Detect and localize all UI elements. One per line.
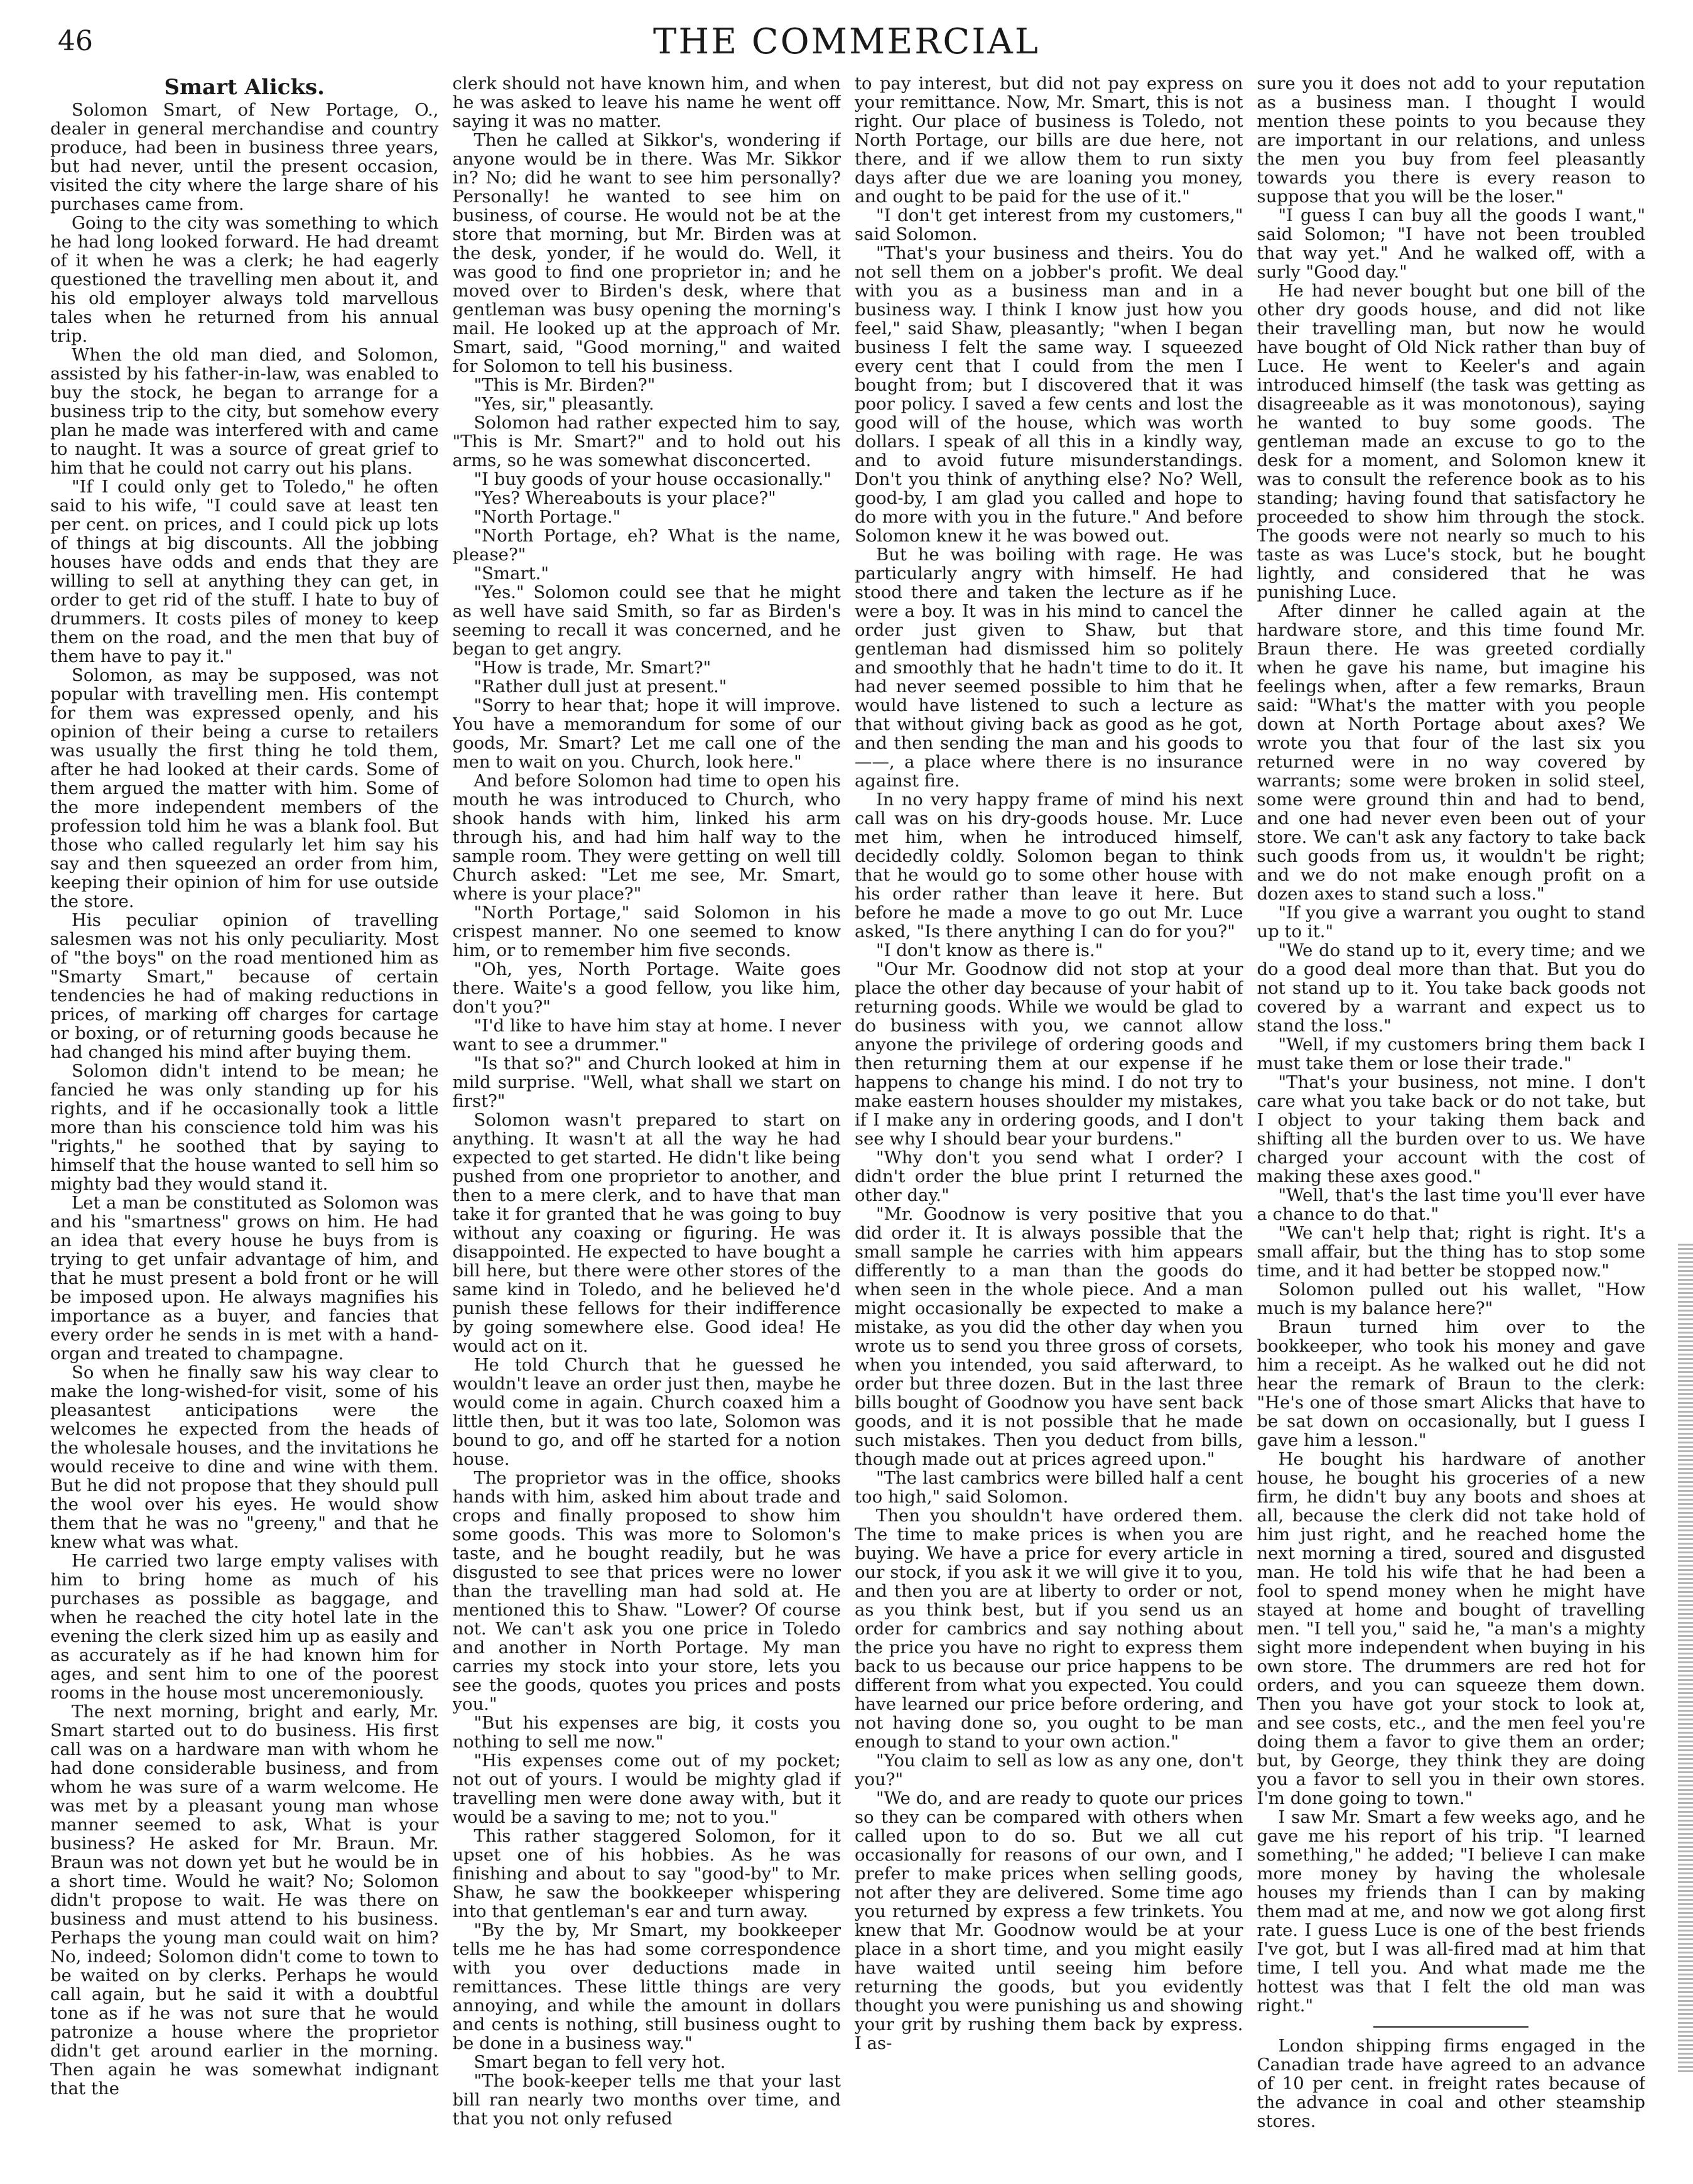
paragraph: "I don't know as there is." [876,940,1103,960]
paragraph: Let a man be constituted as Solomon was and his "smartness" grows on him. He had an idea that every house he buys from is trying to get unfair advantage of him, and that he must present a bold front or he will be imposed upon. He always magnifies his importance as a buyer, and fancies that every order he sends in is met with a hand-organ and treated to champagne. [50,1193,439,1364]
page-number: 46 [58,25,93,57]
paragraph: "We do stand up to it, every time; and we do a good deal more than that. But you do not stand up to it. You take back goods not covered by a warrant and expect us to stand the loss." [1257,940,1645,1036]
paragraph: "If I could only get to Toledo," he often said to his wife, "I could save at least ten per cent. on prices, and I could pick up lots of things at big discounts. All the jobbing houses have odds and ends that they are willing to sell at anything they can get, in order to get rid of the stuff. I hate to buy of drummers. It costs piles of money to keep them on the road, and the men that buy of them have to pay it." [50,477,439,666]
paragraph: clerk should not have known him, and when he was asked to leave his name he went off saying it was no matter. [452,74,841,131]
paragraph: The next morning, bright and early, Mr. Smart started out to do business. His first call was on a hardware man with whom he had done considerable business, and from whom he was sure of a warm welcome. He was met by a pleasant young man whose manner seemed to ask, What is your business? He asked for Mr. Braun. Mr. Braun was not down yet but he would be in a short time. Would he wait? No; Solomon didn't propose to wait. He was there on business and must attend to his business. Perhaps the young man could wait on him? No, indeed; Solomon didn't come to town to be waited on by clerks. Perhaps he would call again, but he said it with a doubtful tone as if he was not sure that he would patronize a house where the proprietor didn't get around earlier in the morning. Then again he was somewhat indignant that the [50,1702,439,2099]
paragraph: "Yes? Whereabouts is your place?" [473,488,776,508]
paragraph: He bought his hardware of another house, he bought his groceries of a new firm, he didn't buy any boots and shoes at all, because the clerk did not take hold of him just right, and he reached home the next morning a tired, soured and disgusted man. He told his wife that he had been a fool to spend money when he might have stayed at home and bought of travelling men. "I tell you," said he, "a man's a mighty sight more independent when buying in his own store. The drummers are red hot for orders, and you can squeeze them down. Then you have got your stock to look at, and see costs, etc., and the men feel you're doing them a favor to give them an order; but, by George, they think they are doing you a favor to sell you in their own stores. I'm done going to town." [1257,1449,1645,1808]
paragraph: "The book-keeper tells me that your last bill ran nearly two months over time, and that you not only refused [452,2071,841,2129]
column-1 [50,74,439,2166]
paragraph: Solomon pulled out his wallet, "How much is my balance here?" [1257,1279,1645,1318]
paragraph: "We do, and are ready to quote our prices so they can be compared with others when called upon to do so. But we all cut occasionally for reasons of our own, and I prefer to make prices when selling goods, not after they are delivered. Some time ago you returned by express a few trinkets. You knew that Mr. Goodnow would be at your place in a short time, and you might easily have waited until seeing him before returning the goods, but you evidently thought you were punishing us and showing your grit by rushing them back by express. I as- [855,1788,1243,2053]
paragraph: "Well, that's the last time you'll ever have a chance to do that." [1257,1185,1645,1224]
paragraph: Solomon Smart, of New Portage, O., dealer in general merchandise and country produce, had been in business three years, but had never, until the present occasion, visited the city where the large share of his purchases came from. [50,100,439,214]
paragraph: "Yes." Solomon could see that he might as well have said Smith, so far as Birden's seeming to recall it was concerned, and he began to get angry. [452,582,841,659]
paragraph: "I don't get interest from my customers," said Solomon. [855,205,1243,244]
paragraph: The proprietor was in the office, shooks hands with him, asked him about trade and crops and finally proposed to show him some goods. This was more to Solomon's taste, and he bought readily, but he was disgusted to see that prices were no lower than the travelling man had sold at. He mentioned this to Shaw. "Lower? Of course not. We can't ask you one price in Toledo and another in North Portage. My man carries my stock into your store, lets you see the goods, quotes you prices and posts you." [452,1468,841,1714]
paragraph: "That's your business and theirs. You do not sell them on a jobber's profit. We deal with you as a business man and in a business way. I think I know just how you feel," said Shaw, pleasantly; "when I began business I felt the same way. I squeezed every cent that I could from the men I bought from; but I discovered that it was poor policy. I saved a few cents and lost the good will of the house, which was worth dollars. I speak of all this in a kindly way, and to avoid future misunderstandings. Don't you think of anything else? No? Well, good-by, I am glad you called and hope to do more with you in the future." And before Solomon knew it he was bowed out. [855,243,1243,546]
paragraph: Then you shouldn't have ordered them. The time to make prices is when you are buying. We have a price for every article in our stock, if you ask it we will give it to you, and then you are at liberty to order or not, as you think best, but if you send us an order for cambrics and say nothing about the price you have no right to express them back to us because our price happens to be different from what you expected. You could have learned our price before ordering, and not having done so, you ought to be man enough to stand to your own action." [855,1506,1243,1752]
paragraph: Solomon didn't intend to be mean; he fancied he was only standing up for his rights, and if he occasionally took a little more than his conscience told him was his "rights," he soothed that by saying to himself that the house wanted to sell him so mighty bad they would stand it. [50,1061,439,1194]
paragraph: "If you give a warrant you ought to stand up to it." [1257,903,1645,942]
paragraph: Going to the city was something to which he had long looked forward. He had dreamt of it when he was a clerk; he had eagerly questioned the travelling men about it, and his old employer always told marvellous tales when he returned from his annual trip. [50,213,439,346]
paragraph: Solomon, as may be supposed, was not popular with travelling men. His contempt for them was expressed openly, and his opinion of their being a curse to retailers was usually the first thing he told them, after he had looked at their cards. Some of them argued the matter with him. Some of the more independent members of the profession told him he was a blank fool. But those who called regularly let him say his say and then squeezed an order from him, keeping their opinion of him for use outside the store. [50,665,439,911]
paragraph: "By the by, Mr Smart, my bookkeeper tells me he has had some correspondence with you over deductions made in remittances. These little things are very annoying, and while the amount in dollars and cents is nothing, still business ought to be done in a business way." [452,1920,841,2053]
column-2 [453,74,841,2166]
paragraph: "That's your business, not mine. I don't care what you take back or do not take, but I object to your taking them back and shifting all the burden over to us. We have charged your account with the cost of making these axes good." [1257,1072,1645,1187]
paragraph: "Why don't you send what I order? I didn't order the blue print I returned the other day." [855,1148,1243,1205]
paragraph: In no very happy frame of mind his next call was on his dry-goods house. Mr. Luce met him, when he introduced himself, decidedly coldly. Solomon began to think that he would go to some other house with his order rather than leave it here. But before he made a move to go out Mr. Luce asked, "Is there anything I can do for you?" [855,790,1243,942]
paragraph: "You claim to sell as low as any one, don't you?" [855,1751,1243,1790]
paragraph: "I guess I can buy all the goods I want," said Solomon; "I have not been troubled that way yet." And he walked off, with a surly "Good day." [1257,205,1645,282]
paragraph: He carried two large empty valises with him to bring home as much of his purchases as possible as baggage, and when he reached the city hotel late in the evening the clerk sized him up as easily and as accurately as if he had known him for ages, and sent him to one of the poorest rooms in the house most unceremoniously. [50,1551,439,1703]
paragraph: And before Solomon had time to open his mouth he was introduced to Church, who shook hands with him, linked his arm through his, and had him half way to the sample room. They were getting on well till Church asked: "Let me see, Mr. Smart, where is your place?" [452,771,841,904]
paragraph: "But his expenses are big, it costs you nothing to sell me now." [452,1713,841,1752]
paragraph: "North Portage." [473,507,621,527]
paragraph: London shipping firms engaged in the Canadian trade have agreed to an advance of 10 per cent. in freight rates because of the advance in coal and other steamship stores. [1257,2036,1645,2131]
journal-title: THE COMMERCIAL [653,21,1040,62]
article-columns [50,74,1645,2166]
paragraph: "We can't help that; right is right. It's a small affair, but the thing has to stop some time, and it had better be stopped now." [1257,1223,1645,1281]
paragraph: "I buy goods of your house occasionally." [473,469,831,489]
paragraph: "Rather dull just at present." [473,676,727,697]
article-title: Smart Alicks. [164,75,325,100]
paragraph: "Sorry to hear that; hope it will improve. You have a memorandum for some of our goods, Mr. Smart? Let me call one of the men to wait on you. Church, look here." [452,695,841,772]
paragraph: So when he finally saw his way clear to make the long-wished-for visit, some of his pleasantest anticipations were the welcomes he expected from the heads of the wholesale houses, and the invitations he would receive to dine and wine with them. But he did not propose that they should pull the wool over his eyes. He would show them that he was no "greeny," and that he knew what was what. [50,1362,439,1552]
paragraph: Then he called at Sikkor's, wondering if anyone would be in there. Was Mr. Sikkor in? No; did he want to see him personally? Personally! he wanted to see him on business, of course. He would not be at the store that morning, but Mr. Birden was at the desk, yonder, if he would do. Well, it was good to find one proprietor in; and he moved over to Birden's desk, where that gentleman was busy opening the morning's mail. He looked up at the approach of Mr. Smart, said, "Good morning," and waited for Solomon to tell his business. [452,130,841,376]
paragraph: "Well, if my customers bring them back I must take them or lose their trade." [1257,1035,1645,1073]
paragraph: Solomon wasn't prepared to start on anything. It wasn't at all the way he had expected to get started. He didn't like being pushed from one proprietor to another, and then to a mere clerk, and to have that man take it for granted that he was going to buy without any coaxing or figuring. He was disappointed. He expected to have bought a bill here, but there were other stores of the same kind in Toledo, and he believed he'd punish these fellows for their indifference by going somewhere else. Good idea! He would act on it. [452,1110,841,1356]
paragraph: I saw Mr. Smart a few weeks ago, and he gave me his report of his trip. "I learned something," he added; "I believe I can make more money by having the wholesale houses my friends than I can by making them mad at me, and now we got along first rate. I guess Luce is one of the best friends I've got, but I was all-fired mad at him that time, I tell you. And what made me the hottest was that I felt the old man was right." [1257,1807,1645,2016]
paragraph: "North Portage, eh? What is the name, please?" [452,526,841,565]
paragraph: "The last cambrics were billed half a cent too high," said Solomon. [855,1468,1243,1507]
paragraph: "Mr. Goodnow is very positive that you did order it. It is always possible that the small sample he carries with him appears differently to a man than the goods do when seen in the whole piece. And a man might occasionally be expected to make a mistake, as you did the other day when you wrote us to send you three gross of corsets, when you intended, you said afterward, to order but three dozen. But in the last three bills bought of Goodnow you have sent back goods, and it is not possible that he made such mistakes. Then you deduct from bills, though made out at prices agreed upon." [855,1204,1243,1469]
paragraph: His peculiar opinion of travelling salesmen was not his only peculiarity. Most of "the boys" on the road mentioned him as "Smarty Smart," because of certain tendencies he had of making reductions in prices, of marking off charges for cartage or boxing, or of returning goods because he had changed his mind after buying them. [50,910,439,1062]
paragraph: "I'd like to have him stay at home. I never want to see a drummer." [452,1016,841,1055]
paragraph: This rather staggered Solomon, for it upset one of his hobbies. As he was finishing and about to say "good-by" to Mr. Shaw, he saw the bookkeeper whispering into that gentleman's ear and turn away. [452,1826,841,1921]
paragraph: "Yes, sir," pleasantly. [473,394,654,414]
paragraph: "How is trade, Mr. Smart?" [473,658,711,678]
paragraph: "This is Mr. Birden?" [473,375,656,395]
paragraph: He had never bought but one bill of the other dry goods house, and did not like their travelling man, but now he would have bought of Old Nick rather than buy of Luce. He went to Keeler's and again introduced himself (the task was getting as disagreeable as it was monotonous), saying he wanted to buy some goods. The gentleman made an excuse to go to the desk for a moment, and Solomon knew it was to consult the reference book as to his standing; having found that satisfactory he proceeded to show him through the stock. The goods were not nearly so much to his taste as was Luce's stock, but he bought lightly, and considered that he was punishing Luce. [1257,281,1645,602]
article-divider [1373,2026,1528,2028]
page-header [0,0,1693,69]
scan-edge-artifact [1678,1244,1693,2073]
paragraph: to pay interest, but did not pay express on your remittance. Now, Mr. Smart, this is not right. Our place of business is Toledo, not North Portage, our bills are due here, not there, and if we allow them to run sixty days after due we are loaning you money, and ought to be paid for the use of it." [855,74,1243,207]
paragraph: He told Church that he guessed he wouldn't leave an order just then, maybe he would come in again. Church coaxed him a little then, but it was too late, Solomon was bound to go, and off he started for a notion house. [452,1355,841,1469]
paragraph: "His expenses come out of my pocket; not out of yours. I would be mighty glad if travelling men were done away with, but it would be a saving to me; not to you." [452,1751,841,1827]
paragraph: But he was boiling with rage. He was particularly angry with himself. He had stood there and taken the lecture as if he were a boy. It was in his mind to cancel the order just given to Shaw, but that gentleman had dismissed him so politely and smoothly that he hadn't time to do it. It had never seemed possible to him that he would have listened to such a lecture as that without giving back as good as he got, and then sending the man and his goods to ——, a place where there is no insurance against fire. [855,545,1243,791]
paragraph: Smart began to fell very hot. [473,2052,726,2072]
paragraph: "North Portage," said Solomon in his crispest manner. No one seemed to know him, or to remember him five seconds. [452,903,841,960]
paragraph: "Our Mr. Goodnow did not stop at your place the other day because of your habit of returning goods. While we would be glad to do business with you, we cannot allow anyone the privilege of ordering goods and then returning them at our expense if he happens to change his mind. I do not try to make eastern houses shoulder my mistakes, if I make any in ordering goods, and I don't see why I should bear your burdens." [855,959,1243,1149]
column-3 [855,74,1243,2166]
paragraph: Solomon had rather expected him to say, "This is Mr. Smart?" and to hold out his arms, so he was somewhat disconcerted. [452,413,841,470]
paragraph: Braun turned him over to the bookkeeper, who took his money and gave him a receipt. As he walked out he did not hear the remark of Braun to the clerk: "He's one of those smart Alicks that have to be sat down on occasionally, but I guess I gave him a lesson." [1257,1317,1645,1450]
paragraph: sure you it does not add to your reputation as a business man. I thought I would mention these points to you because they are important in our relations, and unless the men you buy from feel pleasantly towards you there is every reason to suppose that you will be the loser." [1257,74,1645,207]
paragraph: "Oh, yes, North Portage. Waite goes there. Waite's a good fellow, you like him, don't you?" [452,959,841,1017]
paragraph: When the old man died, and Solomon, assisted by his father-in-law, was enabled to buy the stock, he began to arrange for a business trip to the city, but somehow every plan he made was interfered with and came to naught. It was a source of great grief to him that he could not carry out his plans. [50,345,439,478]
paragraph: After dinner he called again at the hardware store, and this time found Mr. Braun there. He was greeted cordially when he gave his name, but imagine his feelings when, after a few remarks, Braun said: "What's the matter with you people down at North Portage about axes? We wrote you that four of the last six you returned were in no way covered by warrants; some were broken in solid steel, some were ground thin and had to bend, and one had never even been out of your store. We can't ask any factory to take back such goods from us, it wouldn't be right; and we do not make enough profit on a dozen axes to stand such a loss." [1257,601,1645,904]
paragraph: "Is that so?" and Church looked at him in mild surprise. "Well, what shall we start on first?" [452,1053,841,1111]
column-4 [1257,74,1646,2166]
paragraph: "Smart." [473,563,549,584]
